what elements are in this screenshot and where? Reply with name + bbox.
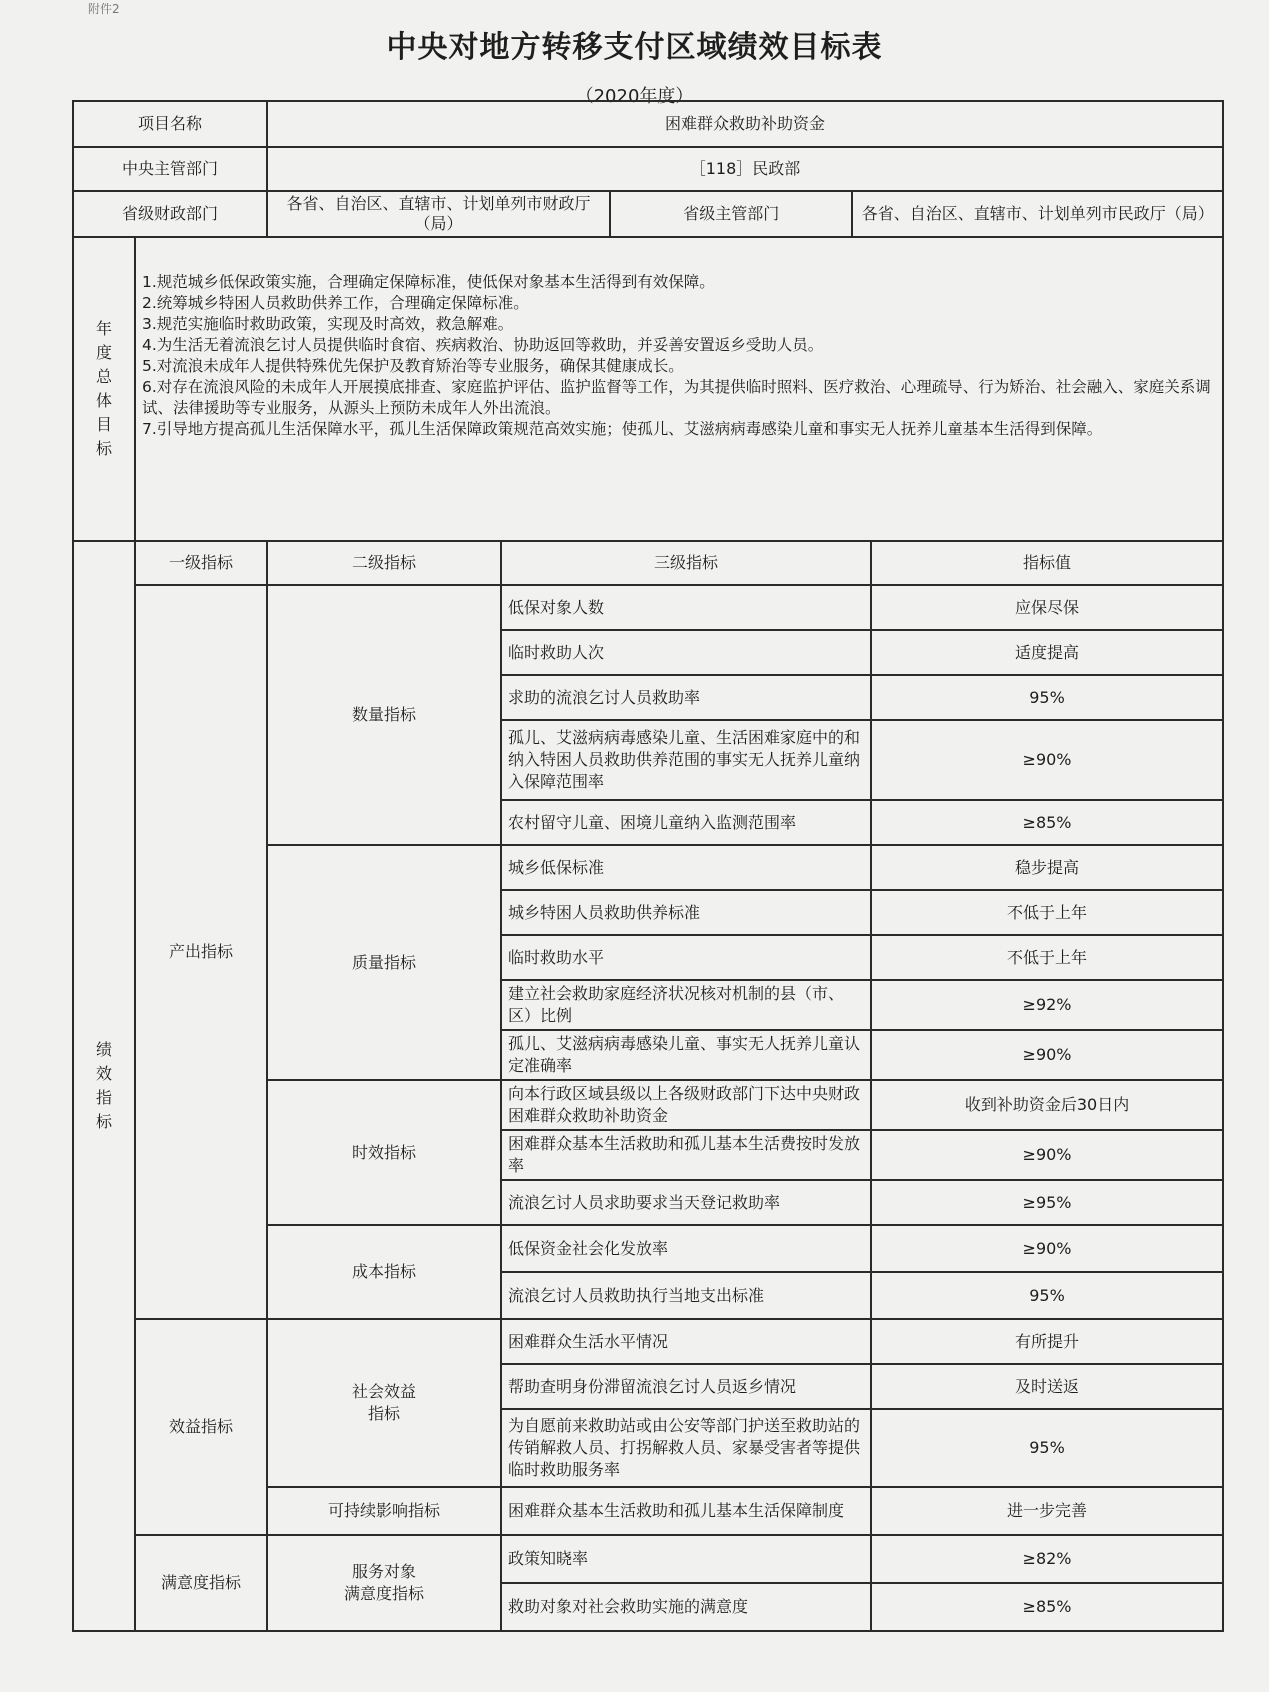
indicator-value: 进一步完善 (871, 1487, 1223, 1535)
indicator-name: 临时救助水平 (501, 935, 871, 980)
indicator-name: 救助对象对社会救助实施的满意度 (501, 1583, 871, 1631)
header-level2: 二级指标 (267, 541, 501, 585)
indicator-name: 低保对象人数 (501, 585, 871, 630)
info-row-project (73, 101, 1223, 147)
indicator-value: 95% (871, 1409, 1223, 1487)
project-name-value: 困难群众救助补助资金 (267, 101, 1223, 147)
indicator-name: 低保资金社会化发放率 (501, 1225, 871, 1272)
prov-dept-value: 各省、自治区、直辖市、计划单列市民政厅（局） (861, 204, 1214, 223)
level2-quality: 质量指标 (267, 845, 501, 1080)
year-label: （2020年度） (575, 86, 694, 107)
central-dept-value: ［118］民政部 (267, 147, 1223, 191)
indicator-value: 及时送返 (871, 1364, 1223, 1409)
indicator-value: 应保尽保 (871, 585, 1223, 630)
goal-item: 4.为生活无着流浪乞讨人员提供临时食宿、疾病救治、协助返回等救助，并妥善安置返乡受助人员。 (142, 336, 824, 354)
indicator-name: 帮助查明身份滞留流浪乞讨人员返乡情况 (501, 1364, 871, 1409)
prov-finance-value: 各省、自治区、直辖市、计划单列市财政厅（局） (268, 192, 610, 236)
indicator-name: 困难群众基本生活救助和孤儿基本生活费按时发放率 (501, 1130, 871, 1180)
indicator-value: ≥85% (871, 1583, 1223, 1631)
goals-row (73, 237, 1223, 541)
indicator-value: 不低于上年 (871, 890, 1223, 935)
indicator-value: ≥82% (871, 1535, 1223, 1583)
indicator-value: 不低于上年 (871, 935, 1223, 980)
header-level1: 一级指标 (135, 541, 267, 585)
performance-table (72, 100, 1224, 1632)
goal-item: 2.统筹城乡特困人员救助供养工作，合理确定保障标准。 (142, 294, 529, 312)
indicator-value: 稳步提高 (871, 845, 1223, 890)
indicator-value: 95% (871, 1272, 1223, 1319)
goals-label-cell (73, 237, 135, 541)
indicator-value: ≥90% (871, 1130, 1223, 1180)
indicator-value: 有所提升 (871, 1319, 1223, 1364)
province-split-cell (267, 191, 1223, 237)
indicator-value: 95% (871, 675, 1223, 720)
indicator-name: 流浪乞讨人员救助执行当地支出标准 (501, 1272, 871, 1319)
prov-finance-label: 省级财政部门 (73, 191, 267, 237)
goal-item: 7.引导地方提高孤儿生活保障水平，孤儿生活保障政策规范高效实施；使孤儿、艾滋病病毒感染儿童和事实无人抚养儿童基本生活得到保障。 (142, 420, 1103, 438)
indicator-name: 建立社会救助家庭经济状况核对机制的县（市、区）比例 (501, 980, 871, 1030)
table-row (73, 1535, 1223, 1583)
table-row (73, 585, 1223, 630)
project-name-label: 项目名称 (73, 101, 267, 147)
page-title: 中央对地方转移支付区域绩效目标表 (386, 30, 883, 65)
indicator-name: 政策知晓率 (501, 1535, 871, 1583)
goal-item: 3.规范实施临时救助政策，实现及时高效，救急解难。 (142, 315, 514, 333)
indicator-name: 城乡低保标准 (501, 845, 871, 890)
goal-item: 5.对流浪未成年人提供特殊优先保护及教育矫治等专业服务，确保其健康成长。 (142, 357, 684, 375)
indicator-value: ≥90% (871, 1225, 1223, 1272)
central-dept-label: 中央主管部门 (73, 147, 267, 191)
indicator-name: 城乡特困人员救助供养标准 (501, 890, 871, 935)
indicator-name: 孤儿、艾滋病病毒感染儿童、事实无人抚养儿童认定准确率 (501, 1030, 871, 1080)
level1-satisfaction: 满意度指标 (135, 1535, 267, 1631)
indicator-name: 求助的流浪乞讨人员救助率 (501, 675, 871, 720)
indicator-header-row (73, 541, 1223, 585)
info-row-central (73, 147, 1223, 191)
indicator-name: 孤儿、艾滋病病毒感染儿童、生活困难家庭中的和纳入特困人员救助供养范围的事实无人抚养儿童纳入保障范围率 (501, 720, 871, 800)
level2-social: 社会效益 指标 (267, 1319, 501, 1487)
indicator-value: ≥85% (871, 800, 1223, 845)
corner-note: 附件2 (88, 2, 120, 16)
indicator-value: ≥90% (871, 1030, 1223, 1080)
province-split (268, 192, 1222, 236)
indicator-value: 适度提高 (871, 630, 1223, 675)
level2-cost: 成本指标 (267, 1225, 501, 1319)
level2-timeliness: 时效指标 (267, 1080, 501, 1225)
indicator-value: ≥92% (871, 980, 1223, 1030)
indicator-name: 为自愿前来救助站或由公安等部门护送至救助站的传销解救人员、打拐解救人员、家暴受害者等提供临时救助服务率 (501, 1409, 871, 1487)
goal-item: 1.规范城乡低保政策实施，合理确定保障标准，使低保对象基本生活得到有效保障。 (142, 273, 715, 291)
indicators-label-cell (73, 541, 135, 1631)
indicator-name: 困难群众基本生活救助和孤儿基本生活保障制度 (501, 1487, 871, 1535)
indicator-name: 困难群众生活水平情况 (501, 1319, 871, 1364)
info-row-province (73, 191, 1223, 237)
level2-service: 服务对象 满意度指标 (267, 1535, 501, 1631)
level2-quantity: 数量指标 (267, 585, 501, 845)
indicator-value: 收到补助资金后30日内 (871, 1080, 1223, 1130)
level1-output: 产出指标 (135, 585, 267, 1319)
level1-benefit: 效益指标 (135, 1319, 267, 1535)
goal-item: 6.对存在流浪风险的未成年人开展摸底排查、家庭监护评估、监护监督等工作，为其提供临时照料、医疗救治、心理疏导、行为矫治、社会融入、家庭关系调试、法律援助等专业服务，从源头上预防未成年人外出流浪。 (142, 378, 1211, 417)
indicator-name: 临时救助人次 (501, 630, 871, 675)
goals-label: 年度总体目标 (95, 319, 112, 458)
header-level3: 三级指标 (501, 541, 871, 585)
table-row (73, 1319, 1223, 1364)
indicator-value: ≥90% (871, 720, 1223, 800)
prov-dept-label: 省级主管部门 (610, 192, 852, 236)
indicator-name: 农村留守儿童、困境儿童纳入监测范围率 (501, 800, 871, 845)
level2-sustain: 可持续影响指标 (267, 1487, 501, 1535)
indicators-label: 绩效指标 (95, 1040, 112, 1131)
header-value: 指标值 (871, 541, 1223, 585)
indicator-value: ≥95% (871, 1180, 1223, 1225)
indicator-name: 向本行政区域县级以上各级财政部门下达中央财政困难群众救助补助资金 (501, 1080, 871, 1130)
indicator-name: 流浪乞讨人员求助要求当天登记救助率 (501, 1180, 871, 1225)
goals-content (135, 237, 1223, 541)
